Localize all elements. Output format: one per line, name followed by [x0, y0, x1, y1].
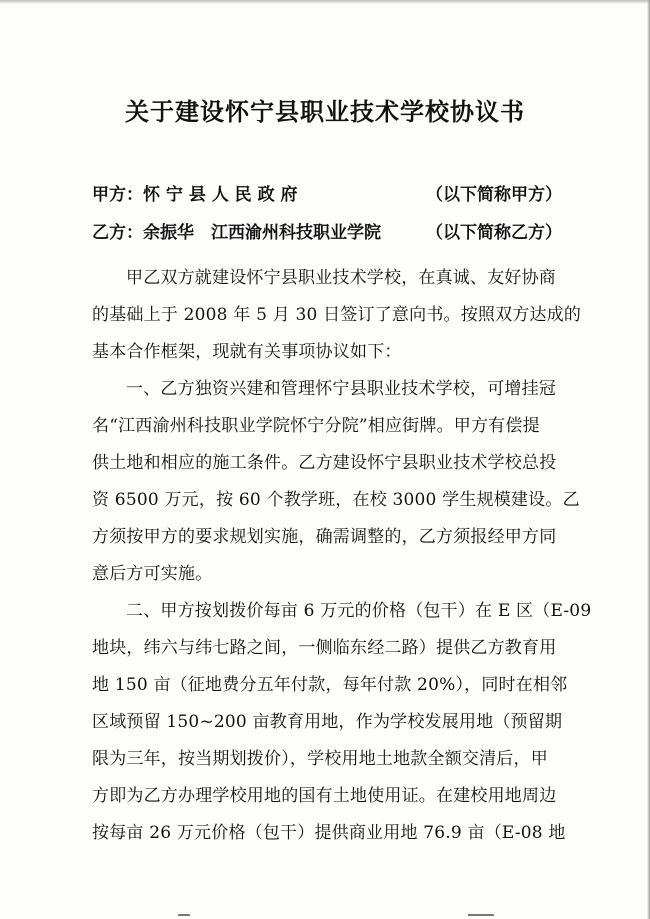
body-line: 限为三年，按当期划拨价），学校用地土地款全额交清后，甲: [92, 749, 548, 769]
body-line: 意后方可实施。: [92, 564, 213, 584]
body-line: 甲乙双方就建设怀宁县职业技术学校，在真诚、友好协商: [126, 268, 556, 288]
body-line: 按每亩 26 万元价格（包干）提供商业用地 76.9 亩（E-08 地: [92, 823, 566, 843]
party-a-line: [92, 180, 562, 204]
body-line: 供土地和相应的施工条件。乙方建设怀宁县职业技术学校总投: [92, 453, 557, 473]
party-b-name: 乙方：余振华 江西渝州科技职业学院: [92, 223, 381, 243]
body-line: 区域预留 150~200 亩教育用地，作为学校发展用地（预留期: [92, 712, 563, 732]
clause-two-line: 二、甲方按划拨价每亩 6 万元的价格（包干）在 E 区（E-09: [126, 601, 592, 621]
body-line: 名“江西渝州科技职业学院怀宁分院”相应街牌。甲方有偿提: [92, 416, 540, 436]
body-line: 资 6500 万元，按 60 个教学班，在校 3000 学生规模建设。乙: [92, 490, 580, 510]
party-b-abbreviation: （以下简称乙方）: [426, 223, 562, 243]
clause-one-line: 一、乙方独资兴建和管理怀宁县职业技术学校，可增挂冠: [126, 379, 556, 399]
body-line: 地 150 亩（征地费分五年付款，每年付款 20%），同时在相邻: [92, 675, 568, 695]
body-line: 方须按甲方的要求规划实施，确需调整的，乙方须报经甲方同: [92, 527, 557, 547]
scan-artifact: [468, 914, 494, 916]
party-a-name: 甲方：怀 宁 县 人 民 政 府: [92, 185, 298, 205]
document-title: 关于建设怀宁县职业技术学校协议书: [125, 97, 525, 126]
party-b-line: [92, 218, 562, 242]
scan-edge-top: [0, 0, 650, 4]
body-line: 地块，纬六与纬七路之间，一侧临东经二路）提供乙方教育用: [92, 638, 557, 658]
party-a-abbreviation: （以下简称甲方）: [426, 185, 562, 205]
scan-artifact: [178, 914, 190, 916]
body-line: 的基础上于 2008 年 5 月 30 日签订了意向书。按照双方达成的: [92, 305, 582, 325]
body-line: 方即为乙方办理学校用地的国有土地使用证。在建校用地周边: [92, 786, 557, 806]
body-line: 基本合作框架，现就有关事项协议如下：: [92, 342, 402, 362]
